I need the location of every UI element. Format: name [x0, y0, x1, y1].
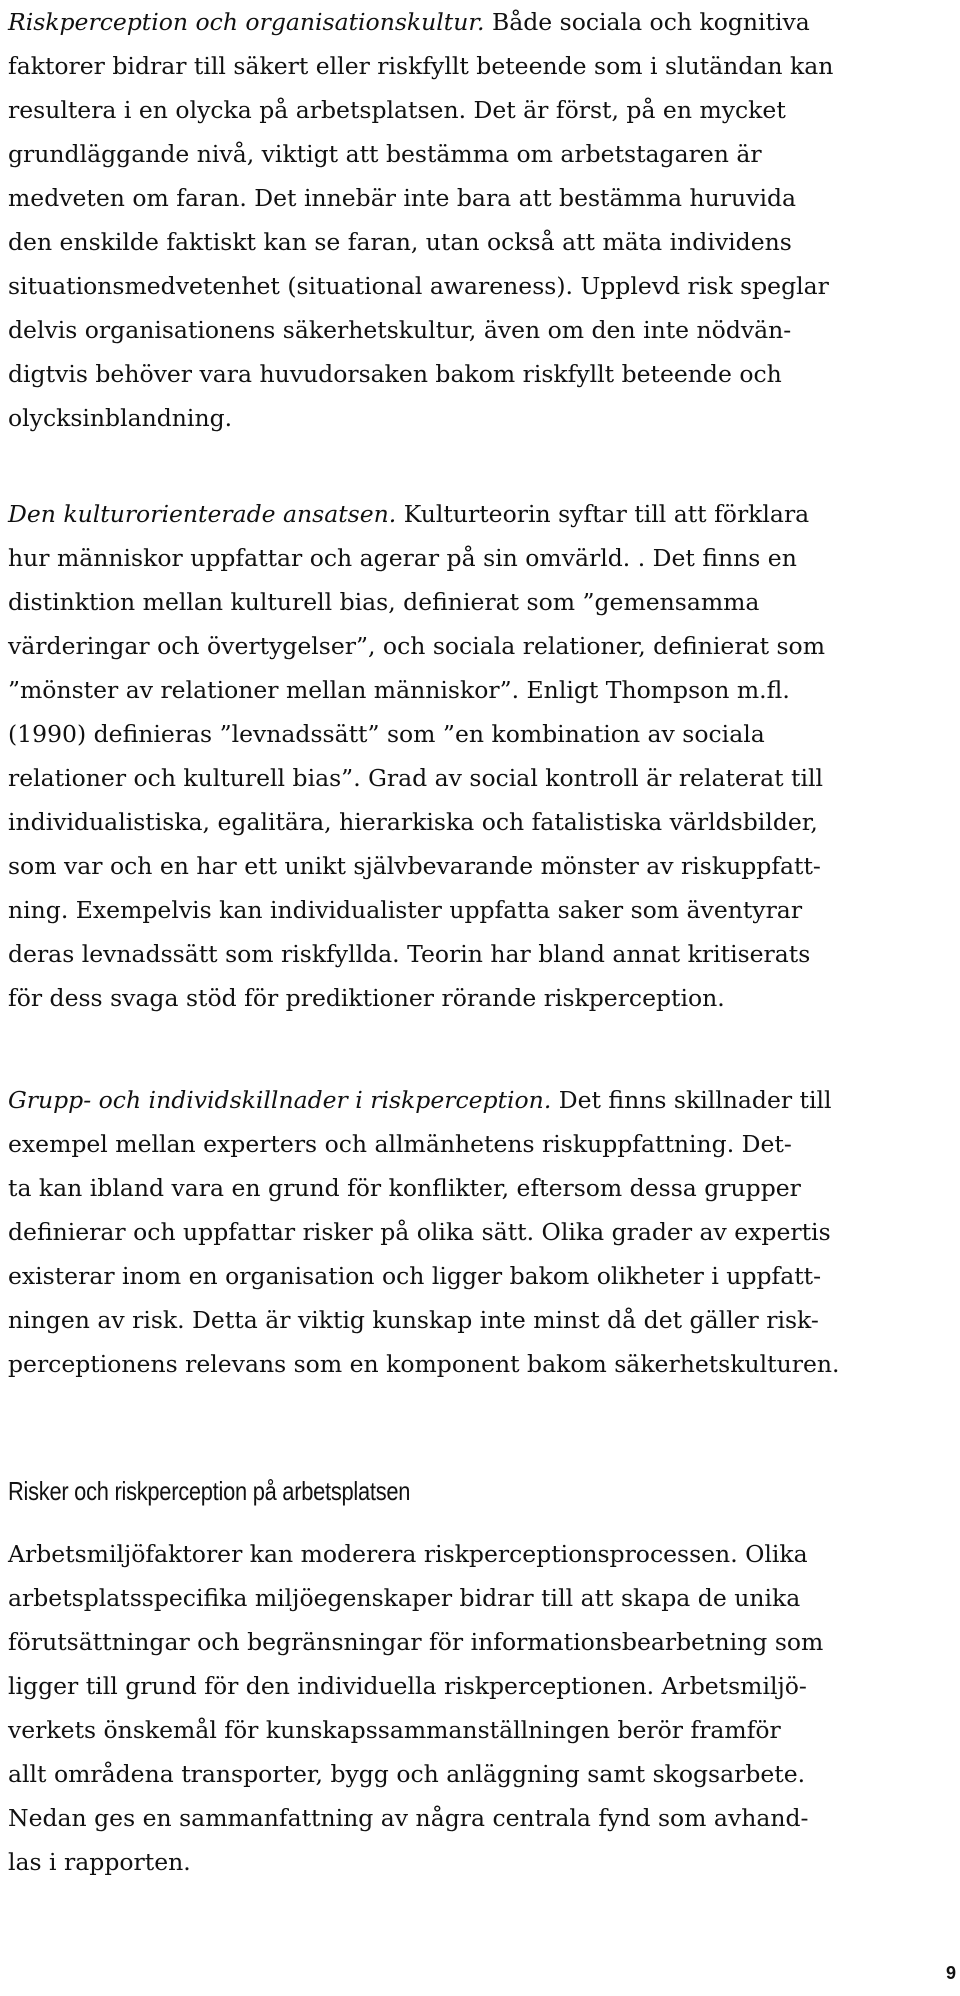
text-line: allt områdena transporter, bygg och anläggning samt skogsarbete. [8, 1760, 806, 1788]
text-line: Grupp- och individskillnader i riskperception. Det finns skillnader till [8, 1086, 832, 1114]
text-line: för dess svaga stöd för prediktioner rörande riskperception. [8, 984, 725, 1012]
paragraph-lead-heading: Den kulturorienterade ansatsen. [8, 500, 397, 528]
text-line: Nedan ges en sammanfattning av några centrala fynd som avhand- [8, 1804, 809, 1832]
paragraph-lead-heading: Riskperception och organisationskultur. [8, 8, 485, 36]
paragraph-lead-heading: Grupp- och individskillnader i riskperception. [8, 1086, 552, 1114]
text-line: definierar och uppfattar risker på olika sätt. Olika grader av expertis [8, 1218, 831, 1246]
text-line: olycksinblandning. [8, 404, 233, 432]
page-number: 9 [945, 1963, 956, 1983]
text-line: exempel mellan experters och allmänhetens riskuppfattning. Det- [8, 1130, 792, 1158]
text-line: resultera i en olycka på arbetsplatsen. Det är först, på en mycket [8, 96, 786, 124]
text-line: som var och en har ett unikt självbevarande mönster av riskuppfatt- [8, 852, 821, 880]
text-line: delvis organisationens säkerhetskultur, även om den inte nödvän- [8, 316, 792, 344]
section-heading: Risker och riskperception på arbetsplatsen [8, 1476, 411, 1506]
text-line: situationsmedvetenhet (situational awareness). Upplevd risk speglar [8, 272, 829, 300]
text-line: ta kan ibland vara en grund för konflikter, eftersom dessa grupper [8, 1174, 801, 1202]
text-line: grundläggande nivå, viktigt att bestämma om arbetstagaren är [8, 140, 762, 168]
text-line: deras levnadssätt som riskfyllda. Teorin har bland annat kritiserats [8, 940, 811, 968]
text-line: verkets önskemål för kunskapssammanställningen berör framför [8, 1716, 781, 1744]
text-line: digtvis behöver vara huvudorsaken bakom riskfyllt beteende och [8, 360, 782, 388]
text-line: (1990) definieras ”levnadssätt” som ”en kombination av sociala [8, 720, 765, 748]
text-line: distinktion mellan kulturell bias, definierat som ”gemensamma [8, 588, 760, 616]
text-line: Den kulturorienterade ansatsen. Kulturteorin syftar till att förklara [8, 500, 810, 528]
text-line: ningen av risk. Detta är viktig kunskap inte minst då det gäller risk- [8, 1306, 819, 1334]
text-line: las i rapporten. [8, 1848, 191, 1876]
text-line: relationer och kulturell bias”. Grad av social kontroll är relaterat till [8, 764, 824, 792]
paragraph-culture-approach [8, 492, 960, 1020]
text-line: Riskperception och organisationskultur. Både sociala och kognitiva [8, 8, 810, 36]
text-line: individualistiska, egalitära, hierarkiska och fatalistiska världsbilder, [8, 808, 818, 836]
text-line: värderingar och övertygelser”, och sociala relationer, definierat som [8, 632, 825, 660]
text-line: förutsättningar och begränsningar för informationsbearbetning som [8, 1628, 824, 1656]
text-line: arbetsplatsspecifika miljöegenskaper bidrar till att skapa de unika [8, 1584, 801, 1612]
paragraph-workplace-risk [8, 1532, 960, 1884]
text-line: existerar inom en organisation och ligger bakom olikheter i uppfatt- [8, 1262, 822, 1290]
text-line: medveten om faran. Det innebär inte bara att bestämma huruvida [8, 184, 797, 212]
text-line: ligger till grund för den individuella riskperceptionen. Arbetsmiljö- [8, 1672, 807, 1700]
text-line: faktorer bidrar till säkert eller riskfyllt beteende som i slutändan kan [8, 52, 834, 80]
text-line: ”mönster av relationer mellan människor”. Enligt Thompson m.fl. [8, 676, 790, 704]
paragraph-risk-perception-culture [8, 0, 960, 440]
text-line: perceptionens relevans som en komponent bakom säkerhetskulturen. [8, 1350, 840, 1378]
text-line: hur människor uppfattar och agerar på sin omvärld. . Det finns en [8, 544, 797, 572]
text-line: den enskilde faktiskt kan se faran, utan också att mäta individens [8, 228, 792, 256]
text-line: ning. Exempelvis kan individualister uppfatta saker som äventyrar [8, 896, 803, 924]
paragraph-group-individual-differences [8, 1078, 960, 1386]
text-line: Arbetsmiljöfaktorer kan moderera riskperceptionsprocessen. Olika [8, 1540, 808, 1568]
